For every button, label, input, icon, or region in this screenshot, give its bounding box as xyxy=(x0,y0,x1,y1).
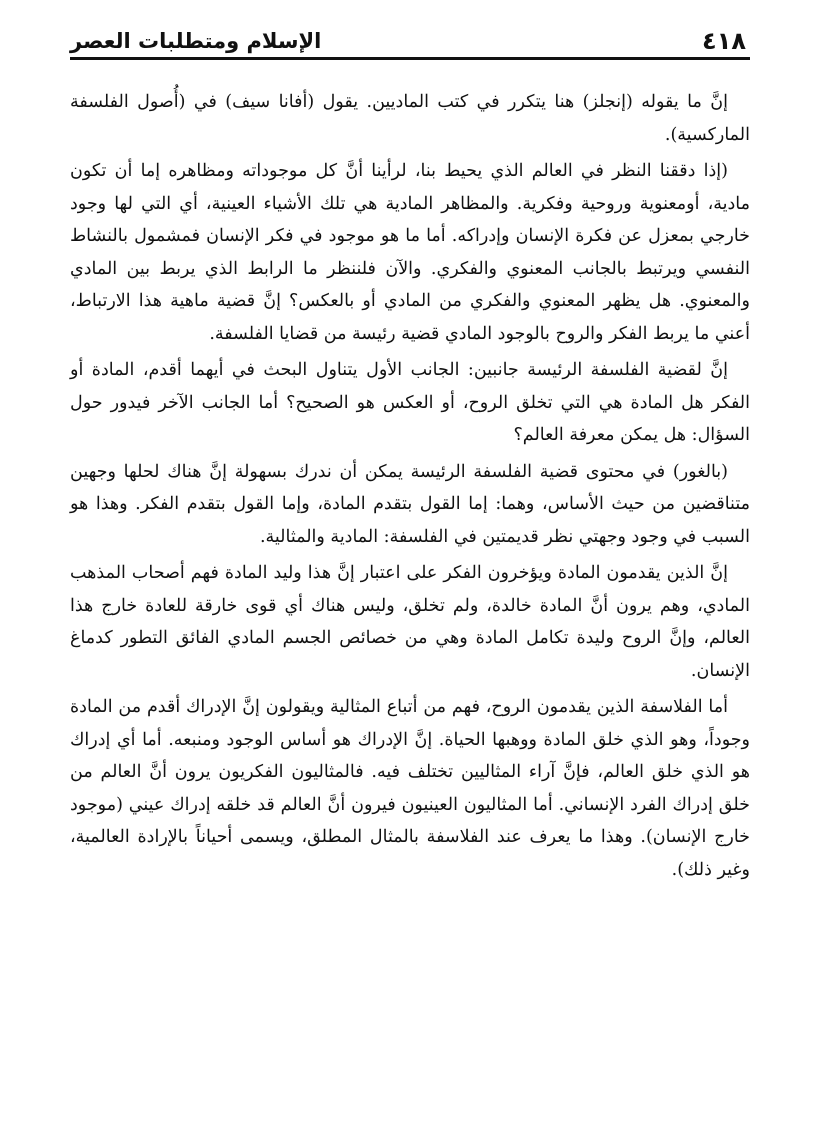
page-header xyxy=(70,22,750,56)
paragraph-3: إنَّ لقضية الفلسفة الرئيسة جانبين: الجانب الأول يتناول البحث في أيهما أقدم، المادة أو الفكر هل المادة هي التي تخلق الروح، أو العكس هو الصحيح؟ أما الجانب الآخر فيدور حول السؤال: هل يمكن معرفة العالم؟ xyxy=(70,360,750,445)
paragraph-1: إنَّ ما يقوله (إنجلز) هنا يتكرر في كتب الماديين. يقول (أفانا سيف) في (أُصول الفلسفة الماركسية). xyxy=(70,92,750,145)
paragraph-6: أما الفلاسفة الذين يقدمون الروح، فهم من أتباع المثالية ويقولون إنَّ الإدراك أقدم من المادة وجوداً، وهو الذي خلق المادة ووهبها الحياة. إنَّ الإدراك هو أساس الوجود ومنبعه. أما أي إدراك هو الذي خلق العالم، فإنَّ آراء المثاليين تختلف فيه. فالمثاليون الفكريون يرون أنَّ العالم من خلق إدراك الفرد الإنساني. أما المثاليون العينيون فيرون أنَّ العالم قد خلقه إدراك عيني (موجود خارج الإنسان). وهذا ما يعرف عند الفلاسفة بالمثال المطلق، ويسمى أحياناً بالإرادة العالمية، وغير ذلك). xyxy=(70,697,750,880)
paragraph-4: (بالغور) في محتوى قضية الفلسفة الرئيسة يمكن أن ندرك بسهولة إنَّ هناك لحلها وجهين متناقضين من حيث الأساس، وهما: إما القول بتقدم المادة، وإما القول بتقدم الفكر. وهذا هو السبب في وجود وجهتي نظر قديمتين في الفلسفة: المادية والمثالية. xyxy=(70,461,750,547)
book-page xyxy=(70,22,750,1132)
paragraph-2: (إذا دققنا النظر في العالم الذي يحيط بنا، لرأينا أنَّ كل موجوداته ومظاهره إما أن تكون مادية، أومعنوية وروحية وفكرية. والمظاهر المادية هي تلك الأشياء العينية، أي التي لها وجود خارجي بمعزل عن فكرة الإنسان وإدراكه. أما ما هو موجود في فكر الإنسان فمشمول بالنشاط النفسي ويرتبط بالجانب المعنوي والفكري. والآن فلننظر ما الرابط الذي يربط بين المادي والمعنوي. هل يظهر المعنوي والفكري من المادي أو بالعكس؟ إنَّ قضية ماهية هذا الارتباط، أعني ما يربط الفكر والروح بالوجود المادي قضية رئيسة من قضايا الفلسفة. xyxy=(70,161,750,344)
paragraph-5: إنَّ الذين يقدمون المادة ويؤخرون الفكر على اعتبار إنَّ هذا وليد المادة فهم أصحاب المذهب المادي، وهم يرون أنَّ المادة خالدة، ولم تخلق، وليس هناك أي قوى خارقة للعادة خارج هذا العالم، وإنَّ الروح وليدة تكامل المادة وهي من خصائص الجسم المادي الفائق التطور كدماغ الإنسان. xyxy=(70,563,750,681)
page-body xyxy=(70,86,750,886)
running-title: الإسلام ومتطلبات العصر xyxy=(70,29,322,53)
page-number: ٤١٨ xyxy=(702,27,746,55)
header-rule xyxy=(70,57,750,60)
